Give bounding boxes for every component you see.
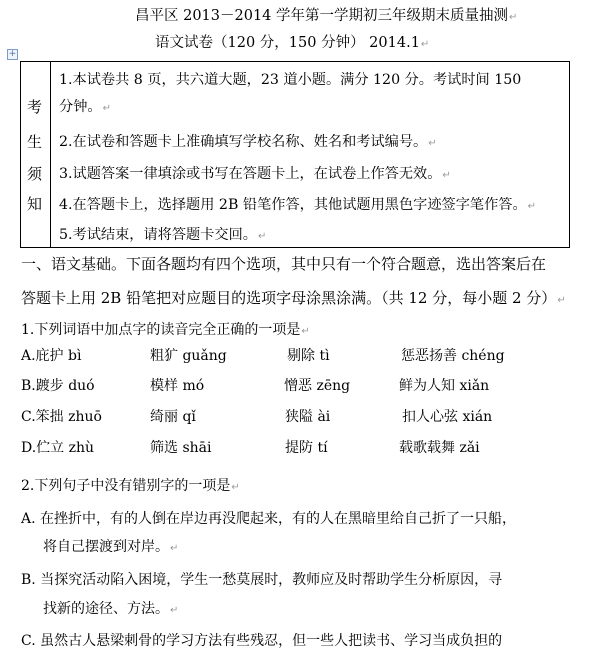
option-a-item: 剔除 tì	[287, 348, 330, 364]
question-2-option-c: C. 虽然古人悬梁刺骨的学习方法有些残忍，但一些人把读书、学习当成负担的	[21, 633, 503, 649]
exam-subtitle: 语文试卷（120 分，150 分钟） 2014.1↵	[155, 35, 430, 51]
option-b-item: 模样 mó	[150, 378, 205, 394]
notice-label-char: 须	[27, 165, 43, 183]
notice-item: 4.在答题卡上，选择题用 2B 铅笔作答，其他试题用黑色字迹签字笔作答。↵	[59, 197, 537, 213]
option-c-item: 绮丽 qǐ	[150, 409, 196, 425]
notice-item: 5.考试结束，请将答题卡交回。↵	[59, 227, 267, 243]
notice-label-char: 生	[27, 133, 43, 151]
option-c-item: 狭隘 ài	[285, 409, 331, 425]
question-2-option-a: A. 在挫折中，有的人倒在岸边再没爬起来，有的人在黑暗里给自己折了一只船，	[21, 511, 517, 527]
candidate-notice-table	[20, 61, 570, 248]
notice-item: 3.试题答案一律填涂或书写在答题卡上，在试卷上作答无效。↵	[59, 166, 451, 182]
option-a-item: 惩恶扬善 chéng	[401, 348, 505, 364]
option-c-item: C.笨拙 zhuō	[21, 409, 102, 425]
question-2-option-b-cont: 找新的途径、方法。↵	[43, 601, 179, 617]
notice-item: 1.本试卷共 8 页，共六道大题，23 道小题。满分 120 分。考试时间 150	[59, 72, 522, 88]
table-move-handle-icon[interactable]: +	[8, 49, 17, 59]
question-2-option-b: B. 当探究活动陷入困境，学生一愁莫展时，教师应及时帮助学生分析原因，寻	[21, 572, 503, 588]
option-b-item: 憎恶 zēng	[284, 378, 351, 394]
question-2-option-a-cont: 将自己摆渡到对岸。↵	[43, 539, 179, 555]
notice-label-char: 知	[27, 195, 43, 213]
option-d-item: 提防 tí	[285, 440, 328, 456]
section-intro-line: 一、语文基础。下面各题均有四个选项，其中只有一个符合题意，选出答案后在	[21, 255, 547, 273]
option-a-item: A.庇护 bì	[21, 348, 82, 364]
option-b-item: 鲜为人知 xiǎn	[399, 378, 490, 394]
option-b-item: B.踱步 duó	[21, 378, 95, 394]
notice-label-char: 考	[27, 98, 43, 116]
notice-item: 2.在试卷和答题卡上准确填写学校名称、姓名和考试编号。↵	[59, 134, 437, 150]
question-2-stem: 2.下列句子中没有错别字的一项是↵	[21, 478, 240, 494]
question-1-stem: 1.下列词语中加点字的读音完全正确的一项是↵	[21, 322, 310, 338]
option-c-item: 扣人心弦 xián	[402, 409, 493, 425]
exam-title: 昌平区 2013－2014 学年第一学期初三年级期末质量抽测↵	[135, 8, 518, 24]
option-d-item: D.伫立 zhù	[21, 440, 95, 456]
notice-item-continued: 分钟。↵	[59, 99, 111, 115]
option-d-item: 载歌载舞 zǎi	[399, 440, 480, 456]
notice-label-cell	[21, 62, 51, 247]
section-intro-line: 答题卡上用 2B 铅笔把对应题目的选项字母涂黑涂满。（共 12 分，每小题 2 分）↵	[21, 289, 566, 307]
option-a-item: 粗犷 guǎng	[150, 348, 227, 364]
option-d-item: 筛选 shāi	[150, 440, 212, 456]
